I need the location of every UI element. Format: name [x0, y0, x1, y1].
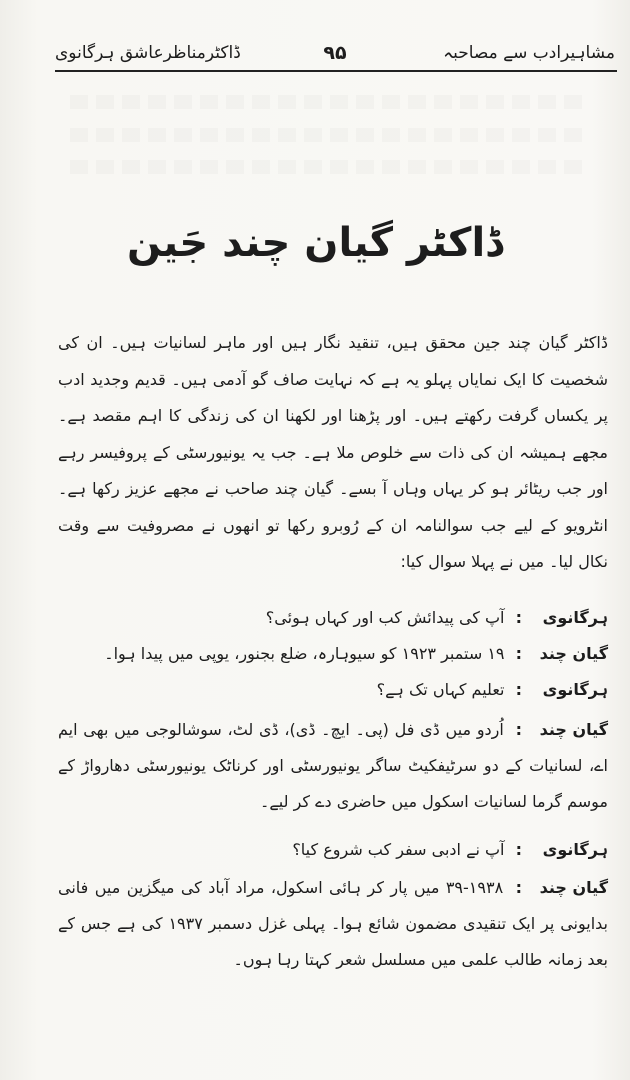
speaker-label: گیان چند [539, 644, 608, 663]
speaker-label: ہرگانوی [542, 680, 608, 699]
book-title: مشاہیرادب سے مصاحبہ [443, 43, 615, 63]
qa-text: آپ کی پیدائش کب اور کہاں ہوئی؟ [265, 608, 505, 627]
qa-entry: ہرگانوی: آپ کی پیدائش کب اور کہاں ہوئی؟ [58, 600, 608, 636]
qa-text: ۳۹-۱۹۳۸ میں پار کر ہائی اسکول، مراد آباد کی میگزین میں فانی بدایونی پر ایک تنقیدی مضمون شائع ہوا۔ پہلی غزل دسمبر ۱۹۳۷ کی ہے جس کے بعد زمانہ طالب علمی میں مسلسل شعر کہتا رہا ہوں۔ [58, 878, 608, 969]
page-number: ۹۵ [323, 42, 347, 64]
speaker-label: گیان چند [539, 878, 608, 897]
intro-paragraph: ڈاکٹر گیان چند جین محقق ہیں، تنقید نگار ہیں اور ماہر لسانیات ہیں۔ ان کی شخصیت کا ایک نمایاں پہلو یہ ہے کہ نہایت صاف گو آدمی ہیں۔ قدیم وجدید ادب پر یکساں گرفت رکھتے ہیں۔ اور پڑھنا اور لکھنا ان کی زندگی کا اہم مقصد ہے۔ مجھے ہمیشہ ان کی ذات سے خلوص ملا ہے۔ جب یہ یونیورسٹی کے پروفیسر رہے اور جب ریٹائر ہو کر یہاں وہاں آ بسے۔ گیان چند صاحب نے مجھے عزیز رکھا ہے۔ انٹرویو کے لیے جب سوالنامہ ان کے رُوبرو رکھا تو انھوں نے مصروفیت سے وقت نکال لیا۔ میں نے پہلا سوال کیا: [58, 333, 608, 571]
qa-text: آپ نے ادبی سفر کب شروع کیا؟ [292, 840, 505, 859]
header-rule [55, 70, 617, 72]
qa-entry: گیان چند: اُردو میں ڈی فل (پی۔ ایچ۔ ڈی)، ڈی لٹ، سوشالوجی میں بھی ایم اے، لسانیات کے دو سرٹیفکیٹ ساگر یونیورسٹی اور کرناٹک یونیورسٹی دھارواڑ کے موسم گرما لسانیات اسکول میں حاضری دے کر لیے۔ [58, 712, 608, 820]
bleed-through-shading [70, 128, 590, 142]
speaker-label: ہرگانوی [542, 608, 608, 627]
author-name: ڈاکٹرمناظرعاشق ہرگانوی [55, 43, 241, 63]
qa-text: اُردو میں ڈی فل (پی۔ ایچ۔ ڈی)، ڈی لٹ، سوشالوجی میں بھی ایم اے، لسانیات کے دو سرٹیفکیٹ ساگر یونیورسٹی اور کرناٹک یونیورسٹی دھارواڑ کے موسم گرما لسانیات اسکول میں حاضری دے کر لیے۔ [58, 720, 608, 811]
qa-entry: ہرگانوی: تعلیم کہاں تک ہے؟ [58, 672, 608, 708]
bleed-through-shading [70, 95, 590, 109]
speaker-label: گیان چند [539, 720, 608, 739]
running-header [55, 38, 615, 68]
qa-entry: ہرگانوی: آپ نے ادبی سفر کب شروع کیا؟ [58, 832, 608, 868]
bleed-through-shading [70, 160, 590, 174]
qa-entry: گیان چند: ۳۹-۱۹۳۸ میں پار کر ہائی اسکول، مراد آباد کی میگزین میں فانی بدایونی پر ایک تنقیدی مضمون شائع ہوا۔ پہلی غزل دسمبر ۱۹۳۷ کی ہے جس کے بعد زمانہ طالب علمی میں مسلسل شعر کہتا رہا ہوں۔ [58, 870, 608, 978]
qa-text: تعلیم کہاں تک ہے؟ [376, 680, 505, 699]
qa-entry: گیان چند: ۱۹ ستمبر ۱۹۲۳ کو سیوہارہ، ضلع بجنور، یوپی میں پیدا ہوا۔ [58, 636, 608, 672]
qa-text: ۱۹ ستمبر ۱۹۲۳ کو سیوہارہ، ضلع بجنور، یوپی میں پیدا ہوا۔ [104, 644, 505, 663]
chapter-title: ڈاکٹر گیان چند جَین [127, 220, 503, 266]
speaker-label: ہرگانوی [542, 840, 608, 859]
